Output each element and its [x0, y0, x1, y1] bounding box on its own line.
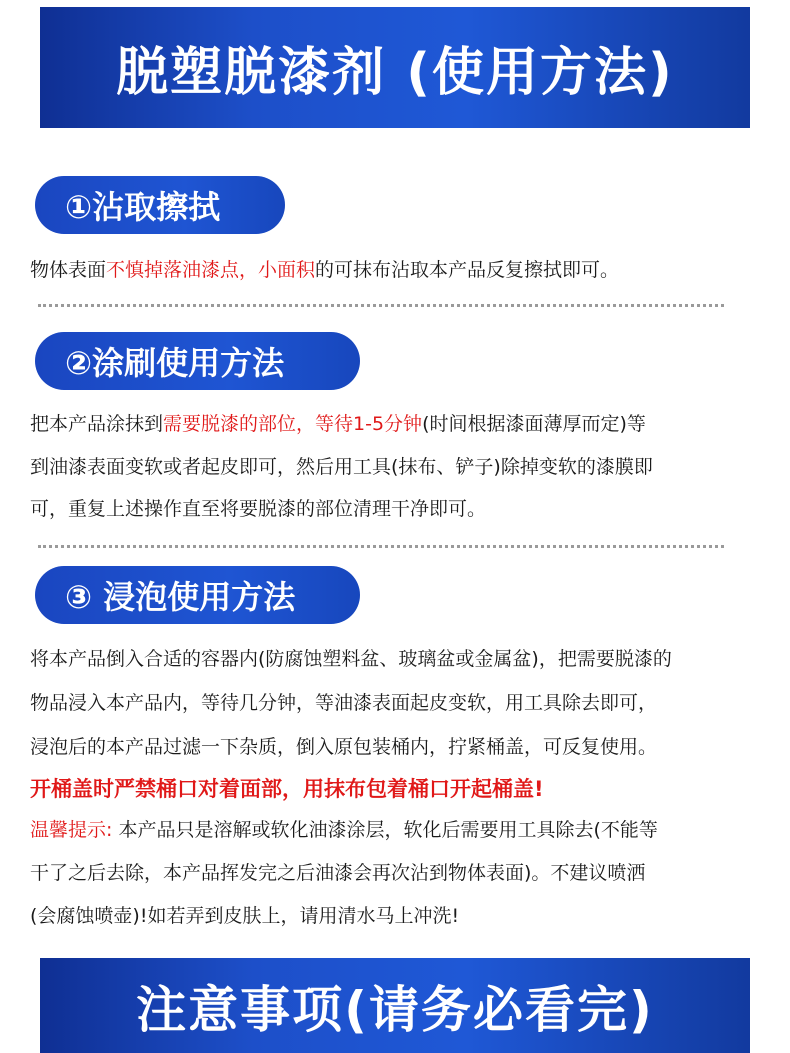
section-2-line-1 [30, 411, 646, 437]
highlight-text: 不慎掉落油漆点，小面积 [106, 259, 316, 281]
tip-line-3: (会腐蚀喷壶)!如若弄到皮肤上，请用清水马上冲洗! [30, 905, 460, 927]
highlight-text: 需要脱漆的部位，等待1-5分钟 [163, 413, 423, 435]
tip-label: 温馨提示: [30, 819, 113, 841]
section-1-text [30, 257, 619, 283]
page-title-banner [40, 7, 750, 128]
page-title: 脱塑脱漆剂 (使用方法) [116, 43, 674, 103]
dotted-divider [38, 304, 724, 307]
tip-line-1 [30, 817, 658, 843]
safety-warning: 开桶盖时严禁桶口对着面部，用抹布包着桶口开起桶盖! [30, 777, 544, 801]
section-3-line-1: 将本产品倒入合适的容器内(防腐蚀塑料盆、玻璃盆或金属盆)，把需要脱漆的 [30, 648, 672, 670]
text-segment: (时间根据漆面薄厚而定)等 [422, 413, 646, 435]
notice-title: 注意事项(请务必看完) [136, 980, 654, 1039]
section-3-heading [35, 566, 360, 624]
section-2-line-3: 可，重复上述操作直至将要脱漆的部位清理干净即可。 [30, 498, 487, 520]
text-segment: 把本产品涂抹到 [30, 413, 164, 435]
dotted-divider [38, 545, 724, 548]
tip-line-2: 干了之后去除，本产品挥发完之后油漆会再次沾到物体表面)。不建议喷洒 [30, 862, 646, 884]
section-2-line-2: 到油漆表面变软或者起皮即可，然后用工具(抹布、铲子)除掉变软的漆膜即 [30, 456, 653, 478]
text-segment: 的可抹布沾取本产品反复擦拭即可。 [315, 259, 620, 281]
section-3-line-3: 浸泡后的本产品过滤一下杂质，倒入原包装桶内，拧紧桶盖，可反复使用。 [30, 736, 658, 758]
section-3-line-2: 物品浸入本产品内，等待几分钟，等油漆表面起皮变软，用工具除去即可， [30, 692, 658, 714]
section-2-label: ②涂刷使用方法 [65, 344, 285, 382]
text-segment: 本产品只是溶解或软化油漆涂层，软化后需要用工具除去(不能等 [112, 819, 658, 841]
section-3-label: ③ 浸泡使用方法 [65, 578, 296, 616]
section-1-heading [35, 176, 285, 234]
section-2-heading [35, 332, 360, 390]
text-segment: 物体表面 [30, 259, 107, 281]
notice-banner [40, 958, 750, 1053]
section-1-label: ①沾取擦拭 [65, 188, 221, 226]
